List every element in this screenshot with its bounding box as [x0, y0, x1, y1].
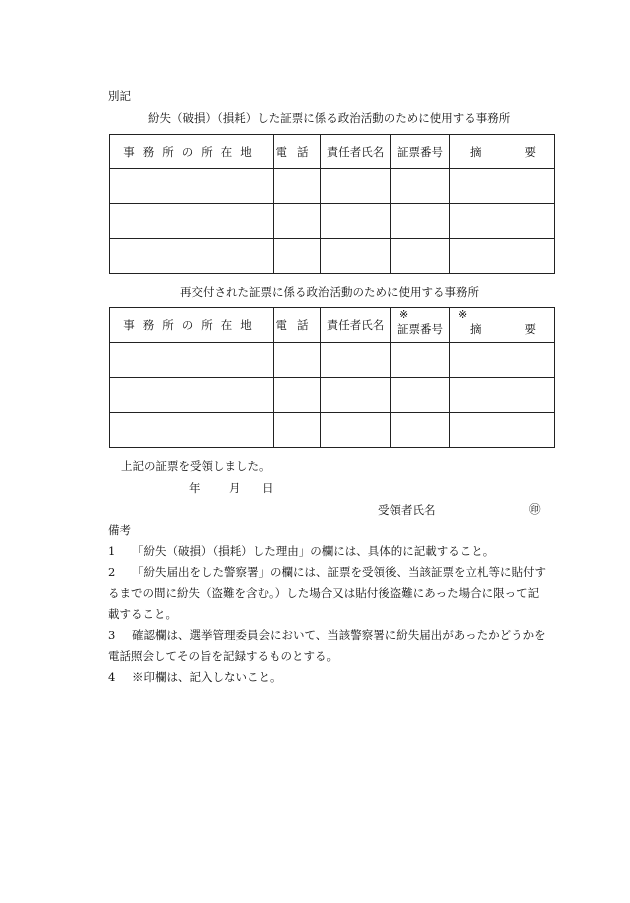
col-responsible-name: 責任者氏名	[321, 135, 391, 169]
reissued-certificate-office-table	[109, 307, 555, 448]
not-fill-mark: ※	[458, 308, 468, 321]
note-item: 4 ※印欄は、記入しないこと。	[108, 670, 282, 684]
col-remarks: 摘 要	[450, 135, 555, 169]
table1-title: 紛失（破損）（損耗）した証票に係る政治活動のために使用する事務所	[148, 111, 511, 125]
date-day-label: 日	[262, 481, 274, 495]
note-item: 1 「紛失（破損）（損耗）した理由」の欄には、具体的に記載すること。	[108, 544, 495, 558]
date-month-label: 月	[229, 481, 241, 495]
note-item: 2 「紛失届出をした警察署」の欄には、証票を受領後、当該証票を立札等に貼付するまでの間に紛失（盗難を含む。）した場合又は貼付後盗難にあった場合に限って記載すること。	[108, 565, 546, 621]
col-office-address: 事務所の所在地	[110, 135, 274, 169]
notes-heading: 備考	[108, 523, 131, 537]
seal-mark: ㊞	[529, 502, 541, 516]
recipient-name-label: 受領者氏名	[378, 503, 436, 517]
date-year-label: 年	[189, 481, 201, 495]
col-responsible-name: 責任者氏名	[321, 308, 391, 343]
table-row	[110, 378, 555, 413]
annex-label: 別記	[108, 89, 131, 103]
lost-certificate-office-table	[109, 134, 555, 274]
not-fill-mark: ※	[399, 308, 409, 321]
table-header-row	[110, 135, 555, 169]
col-phone: 電話	[274, 135, 321, 169]
table-header-row	[110, 308, 555, 343]
table-row	[110, 204, 555, 239]
col-certificate-number: ※ 証票番号	[391, 308, 450, 343]
table-row	[110, 413, 555, 448]
col-remarks: ※ 摘 要	[450, 308, 555, 343]
note-item: 3 確認欄は、選挙管理委員会において、当該警察署に紛失届出があったかどうかを電話照会してその旨を記録するものとする。	[108, 628, 546, 663]
table2-title: 再交付された証票に係る政治活動のために使用する事務所	[180, 285, 479, 299]
col-certificate-number: 証票番号	[391, 135, 450, 169]
table-row	[110, 343, 555, 378]
table-row	[110, 239, 555, 274]
receipt-statement: 上記の証票を受領しました。	[121, 459, 271, 473]
col-office-address: 事務所の所在地	[110, 308, 274, 343]
col-phone: 電話	[274, 308, 321, 343]
table-row	[110, 169, 555, 204]
